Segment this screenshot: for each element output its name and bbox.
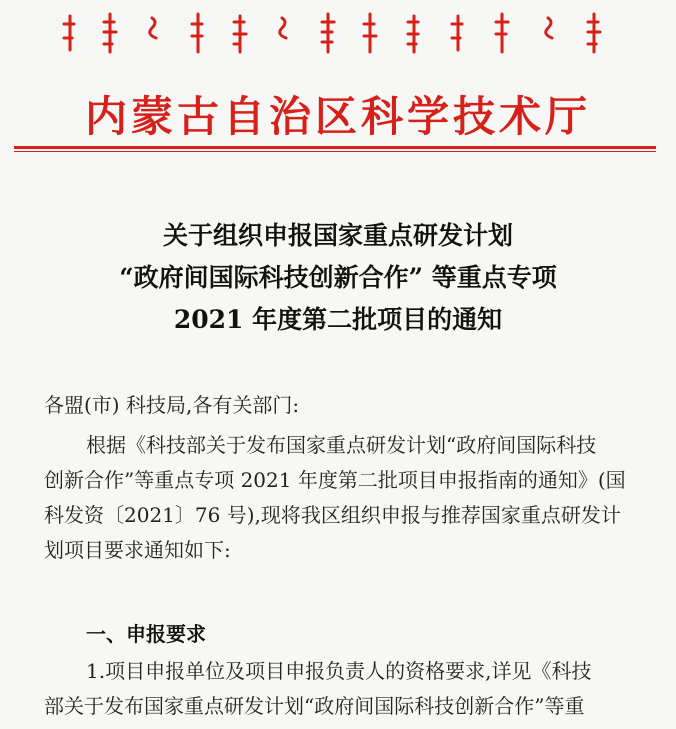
paragraph2-line-2: 部关于发布国家重点研发计划“政府间国际科技创新合作”等重 — [44, 694, 585, 718]
paragraph1-line-4: 划项目要求通知如下: — [44, 538, 231, 562]
paragraph1-line-2: 创新合作”等重点专项 2021 年度第二批项目申报指南的通知》(国 — [44, 468, 626, 492]
doc-title-line-1: 关于组织申报国家重点研发计划 — [162, 221, 513, 250]
header-rule-thick — [14, 146, 656, 149]
doc-title-line-2: “政府间国际科技创新合作” 等重点专项 — [119, 263, 557, 292]
doc-title-line-3: 2021 年度第二批项目的通知 — [173, 305, 503, 334]
paragraph2-line-1: 1.项目申报单位及项目申报负责人的资格要求,详见《科技 — [86, 659, 592, 683]
section-heading-requirements: 一、申报要求 — [86, 622, 206, 646]
salutation: 各盟(市) 科技局,各有关部门: — [44, 393, 300, 417]
organization-name: 内蒙古自治区科学技术厅 — [84, 92, 591, 141]
paragraph1-line-3: 科发资〔2021〕76 号),现将我区组织申报与推荐国家重点研发计 — [44, 503, 621, 527]
header-rule-thin — [14, 151, 656, 152]
mongolian-script-header — [60, 10, 620, 56]
paragraph1-line-1: 根据《科技部关于发布国家重点研发计划“政府间国际科技 — [86, 433, 597, 457]
